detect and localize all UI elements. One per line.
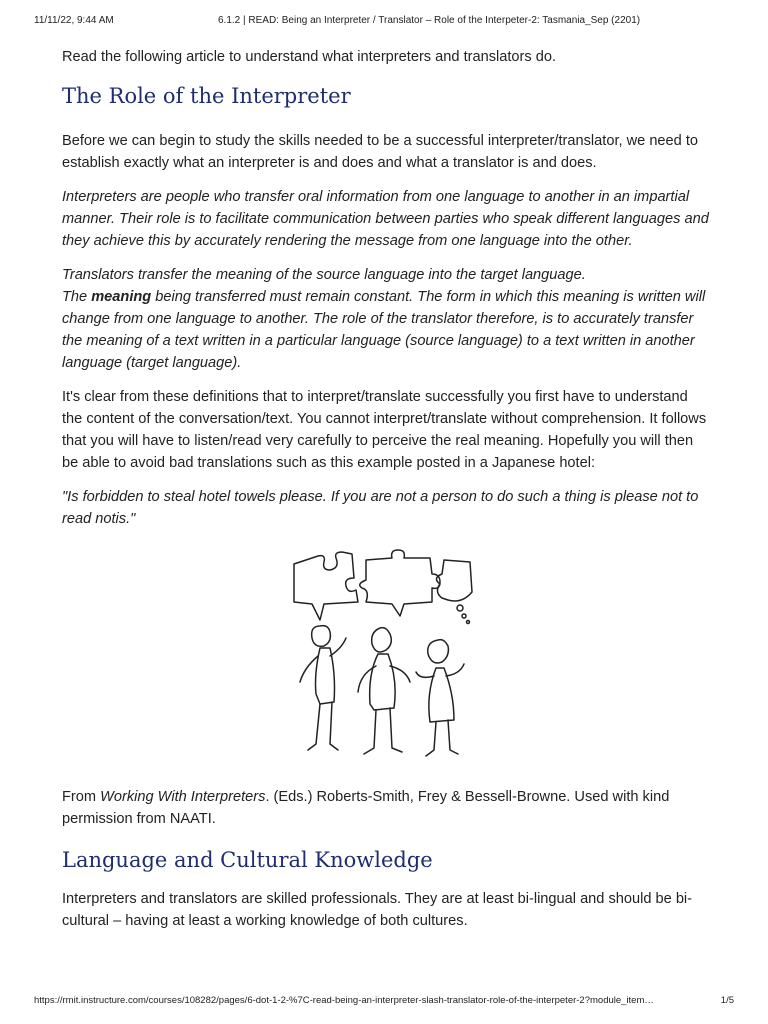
speech-bubble-middle — [360, 550, 440, 616]
print-header — [34, 15, 734, 29]
illustration-three-people-puzzle-bubbles — [284, 544, 484, 766]
thought-bubble-right — [436, 560, 472, 601]
heading-role-of-interpreter: The Role of the Interpreter — [62, 84, 351, 108]
translators-rest: being transferred must remain constant. The form in which this meaning is written will change from one language to another. The role of the translator therefore, is to accurately transfer the meaning of a text written in a particular language (source language) to a text written in another language (target language). — [62, 289, 706, 371]
paragraph-interpreters — [62, 186, 712, 252]
print-url: https://rmit.instructure.com/courses/108282/pages/6-dot-1-2-%7C-read-being-an-interpreter-slash-translator-role-of-the-interpeter-2?module_item… — [34, 995, 654, 1006]
page-counter: 1/5 — [720, 995, 734, 1006]
illustration-credit — [62, 786, 712, 830]
intro-text: Read the following article to understand what interpreters and translators do. — [62, 49, 557, 65]
translators-the: The — [62, 289, 92, 305]
quote-text: "Is forbidden to steal hotel towels please. If you are not a person to do such a thing is please not to read notis." — [62, 489, 699, 527]
print-footer — [34, 995, 734, 1009]
translators-meaning-bold: meaning — [91, 289, 152, 305]
quote-hotel-sign — [62, 486, 712, 530]
paragraph-translators — [62, 264, 712, 374]
thought-dot-2 — [462, 614, 466, 618]
person-left — [300, 626, 346, 750]
print-page-title: 6.1.2 | READ: Being an Interpreter / Translator – Role of the Interpeter-2: Tasmania_Sep (2201) — [218, 15, 641, 26]
paragraph-comprehension: It's clear from these definitions that to interpret/translate successfully you first have to understand the content of the conversation/text. You cannot interpret/translate without comprehension. It follows that you will have to listen/read very carefully to perceive the real meaning. Hopefully you will then be able to avoid bad translations such as this example posted in a Japanese hotel: — [62, 389, 707, 471]
credit-rest: . (Eds.) Roberts-Smith, Frey & Bessell-Browne. Used with kind permission from NAATI. — [62, 789, 670, 827]
illustration-area — [62, 544, 712, 766]
person-right — [416, 640, 464, 756]
paragraph-skilled-professionals: Interpreters and translators are skilled professionals. They are at least bi-lingual and should be bi-cultural – having at least a working knowledge of both cultures. — [62, 891, 693, 929]
thought-dot-1 — [457, 605, 463, 611]
interpreters-italic: Interpreters are people who transfer oral information from one language to another in an impartial manner. Their role is to facilitate communication between parties who speak different languages and they achieve this by accurately rendering the message from one language into the other. — [62, 189, 709, 249]
print-datetime: 11/11/22, 9:44 AM — [34, 15, 114, 26]
paragraph-definition-intro: Before we can begin to study the skills needed to be a successful interpreter/translator, we need to establish exactly what an interpreter is and does and what a translator is and does. — [62, 133, 699, 171]
speech-bubble-left — [294, 552, 358, 620]
credit-from: From — [62, 789, 101, 805]
person-middle — [358, 628, 410, 754]
heading-language-cultural-knowledge: Language and Cultural Knowledge — [62, 848, 433, 872]
translators-line1: Translators transfer the meaning of the source language into the target language. — [62, 267, 586, 283]
credit-book-title: Working With Interpreters — [100, 789, 266, 805]
thought-dot-3 — [467, 621, 470, 624]
article-content — [62, 46, 712, 944]
